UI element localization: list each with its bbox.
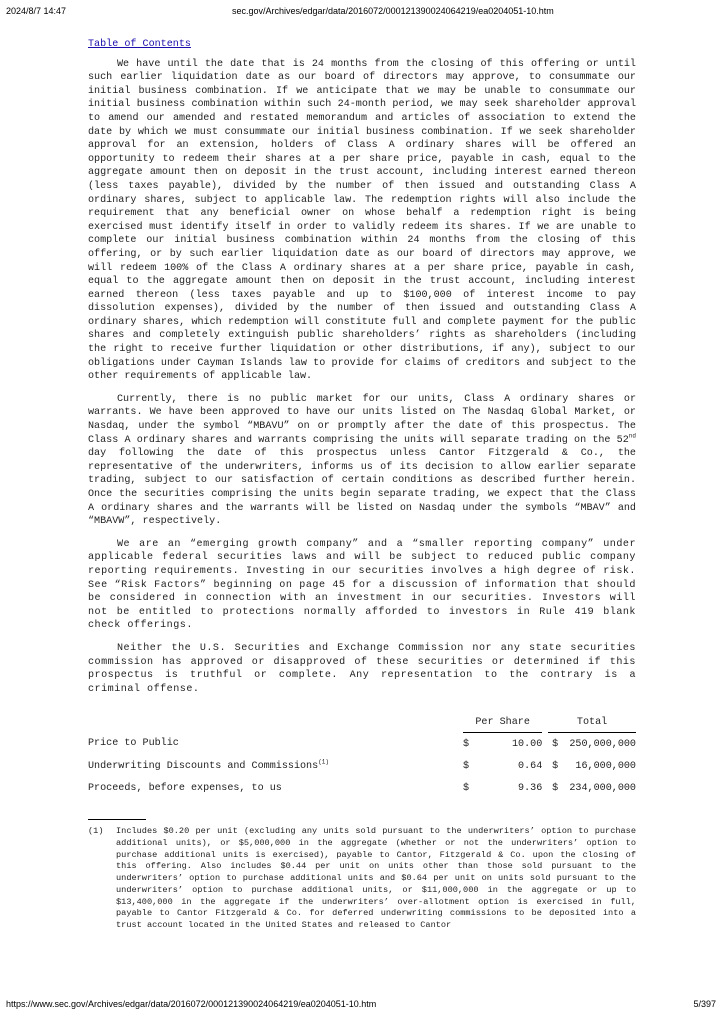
print-page-title: sec.gov/Archives/edgar/data/2016072/000121390024064219/ea0204051-10.htm bbox=[232, 6, 554, 16]
document-body bbox=[88, 38, 636, 932]
footnote bbox=[88, 826, 636, 931]
per-share-value: 9.36 bbox=[518, 782, 543, 794]
dollar-sign: $ bbox=[552, 760, 559, 772]
paragraph-liquidation: We have until the date that is 24 months from the closing of this offering or until such earlier liquidation date as our board of directors may approve, to consummate our initial business combination. If we anticipate that we may be unable to consummate our initial business combination within such 24-month period, we may seek shareholder approval to amend our amended and restated memorandum and articles of association to extend the date by which we must consummate our initial business combination. If we seek shareholder approval for an extension, holders of Class A ordinary shares will be offered an opportunity to redeem their shares at a per share price, payable in cash, equal to the aggregate amount then on deposit in the trust account, including interest earned thereon (less taxes payable), divided by the number of then issued and outstanding Class A ordinary shares, subject to applicable law. The redemption rights will also include the requirement that any beneficial owner on whose behalf a redemption right is being exercised must identify itself in order to validly redeem its shares. If we are unable to complete our initial business combination within 24 months from the closing of this offering, or by such earlier liquidation date as our board of directors may approve, we will redeem 100% of the Class A ordinary shares at a per share price, payable in cash, equal to the aggregate amount then on deposit in the trust account, including interest earned thereon (less taxes payable and up to $100,000 of interest income to pay dissolution expenses), divided by the number of then issued and outstanding Class A ordinary shares, which redemption will constitute full and complete payment for the public shares and completely extinguish public shareholders’ rights as shareholders (including the right to receive further liquidation or other distributions, if any), subject to our obligations under Cayman Islands law to provide for claims of creditors and subject to the other requirements of applicable law. bbox=[88, 58, 636, 383]
per-share-value: 10.00 bbox=[511, 738, 543, 750]
print-datetime: 2024/8/7 14:47 bbox=[6, 6, 67, 16]
paragraph-market-pre: Currently, there is no public market for our units, Class A ordinary shares or warrants. We have been approved to have our units listed on The Nasdaq Global Market, or Nasdaq, under the symbol “MBAVU” on or promptly after the date of this prospectus. The Class A ordinary shares and warrants comprising the units will separate trading on the 52 bbox=[88, 393, 636, 446]
paragraph-market-post: Fitzgerald & Co., the representative of the underwriters, informs us of its decision to allow earlier separate trading, subject to our satisfaction of certain conditions as described further herein. Once the securities comprising the units begin separate trading, we expect that the Class A ordinary shares and the warrants will be listed on Nasdaq under the symbols “MBAV” and “MBAVW”, respectively. bbox=[88, 448, 636, 528]
row-label: Underwriting Discounts and Commissions$^{(1)}$ bbox=[88, 758, 329, 772]
per-share-value: 0.64 bbox=[518, 760, 543, 772]
print-footer-url: https://www.sec.gov/Archives/edgar/data/2016072/000121390024064219/ea0204051-10.htm bbox=[6, 999, 377, 1009]
browser-print-header bbox=[0, 0, 724, 20]
dollar-sign: $ bbox=[463, 738, 470, 750]
total-value: 234,000,000 bbox=[569, 782, 636, 794]
pricing-table-header bbox=[88, 714, 636, 733]
pricing-table bbox=[88, 714, 636, 799]
footnote-text: Includes $0.20 per unit (excluding any units sold pursuant to the underwriters’ option to purchase additional units), or $5,000,000 in the aggregate (whether or not the underwriters’ option to purchase additional units is exercised), payable to Cantor, Fitzgerald & Co. upon the closing of this offering. Also includes $0.44 per unit on units other than those sold pursuant to the underwriters’ option to purchase additional units and $0.64 per unit on units sold pursuant to the underwriters’ option to purchase additional units, or $11,000,000 in the aggregate or up to $13,400,000 in the aggregate if the underwriters’ over-allotment option is exercised in full, payable to Cantor Fitzgerald & Co. for deferred underwriting commissions to be deposited into a trust account located in the United States and released to Cantor bbox=[116, 826, 636, 930]
paragraph-market-mid: day following the date of this prospectus unless Cantor bbox=[88, 448, 489, 460]
table-row bbox=[88, 733, 636, 756]
print-page-count: 5/397 bbox=[693, 999, 716, 1009]
row-label: Proceeds, before expenses, to us bbox=[88, 782, 282, 794]
paragraph-sec-disclaimer: Neither the U.S. Securities and Exchange Commission nor any state securities commission has approved or disapproved of these securities or determined if this prospectus is truthful or complete. Any representation to the contrary is a criminal offense. bbox=[88, 642, 636, 695]
header-total: Total bbox=[548, 714, 636, 733]
total-value: 16,000,000 bbox=[575, 760, 636, 772]
footnote-number: (1) bbox=[88, 826, 104, 837]
ordinal-suffix: nd bbox=[628, 432, 636, 440]
table-row bbox=[88, 777, 636, 799]
dollar-sign: $ bbox=[463, 760, 470, 772]
paragraph-market bbox=[88, 393, 636, 529]
dollar-sign: $ bbox=[463, 782, 470, 794]
paragraph-emerging-growth: We are an “emerging growth company” and a “smaller reporting company” under applicable federal securities laws and will be subject to reduced public company reporting requirements. Investing in our securities involves a high degree of risk. See “Risk Factors” beginning on page 45 for a discussion of information that should be considered in connection with an investment in our securities. Investors will not be entitled to protections normally afforded to investors in Rule 419 blank check offerings. bbox=[88, 538, 636, 632]
dollar-sign: $ bbox=[552, 782, 559, 794]
dollar-sign: $ bbox=[552, 738, 559, 750]
total-value: 250,000,000 bbox=[569, 738, 636, 750]
footnote-ref: (1) bbox=[318, 758, 329, 766]
table-of-contents-link[interactable]: Table of Contents bbox=[88, 39, 191, 50]
footnote-divider bbox=[88, 819, 146, 820]
table-row bbox=[88, 755, 636, 777]
browser-print-footer bbox=[0, 996, 724, 1016]
header-per-share: Per Share bbox=[463, 714, 542, 733]
row-label: Price to Public bbox=[88, 738, 179, 750]
